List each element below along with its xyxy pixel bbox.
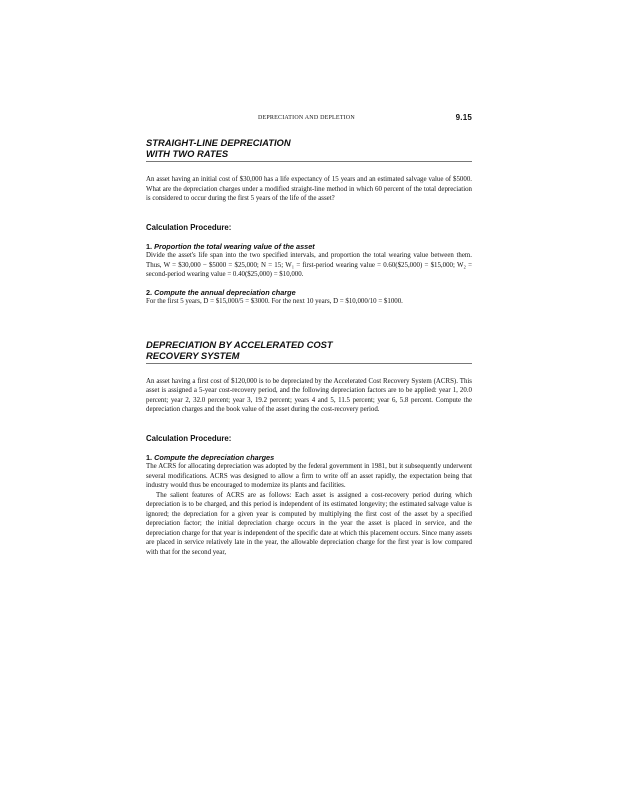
running-head-title: DEPRECIATION AND DEPLETION xyxy=(258,115,355,121)
page-number: 9.15 xyxy=(455,113,472,122)
step-title: Compute the annual depreciation charge xyxy=(154,287,296,297)
step-title: Compute the depreciation charges xyxy=(154,452,275,462)
step-heading xyxy=(146,242,472,252)
running-head xyxy=(146,112,472,126)
step-number: 2. xyxy=(146,287,153,297)
step-heading xyxy=(146,453,472,463)
document-page xyxy=(146,112,472,557)
calculation-procedure-heading: Calculation Procedure: xyxy=(146,222,232,232)
problem-statement: An asset having an initial cost of $30,000 has a life expectancy of 15 years and an estimated salvage value of $5000. What are the depreciation charges under a modified straight-line method in which 60 percent of the total depreciation is considered to occur during the first 5 years of the life of the asset? xyxy=(146,176,472,202)
section-title-straight-line xyxy=(146,137,472,162)
step-number: 1. xyxy=(146,241,153,251)
step-paragraph: The ACRS for allocating depreciation was adopted by the federal government in 1981, but it subsequently underwent several modifications. ACRS was designed to allow a firm to write off an asset rapidly, the expectation being that industry would thus be encouraged to modernize its plants and facilities. xyxy=(146,463,472,489)
step-title: Proportion the total wearing value of the asset xyxy=(154,241,315,251)
section-title-line: RECOVERY SYSTEM xyxy=(146,349,240,361)
step-heading xyxy=(146,288,472,298)
calculation-procedure-heading: Calculation Procedure: xyxy=(146,433,232,443)
section-title-acrs xyxy=(146,339,472,364)
problem-statement: An asset having a first cost of $120,000 is to be depreciated by the Accelerated Cost Recovery System (ACRS). This asset is assigned a 5-year cost-recovery period, and the following depreciation factors are to be applied: year 1, 20.0 percent; year 2, 32.0 percent; year 3, 19.2 percent; years 4 and 5, 11.5 percent; year 6, 5.8 percent. Compute the depreciation charges and the book value of the asset during the cost-recovery period. xyxy=(146,377,472,413)
step-number: 1. xyxy=(146,452,153,462)
section-title-line: WITH TWO RATES xyxy=(146,148,229,159)
section-title-line: STRAIGHT-LINE DEPRECIATION xyxy=(146,137,291,148)
step-text: Divide the asset's life span into the two specified intervals, and proportion the total wearing value between them. Thus, W = $30,000 − $5000 = $25,000; N = 15; W₁ = first-period wearing value = 0.60($25,000) = $15,000; W₂ = second-period wearing value = 0.40($25,000) = $10,000. xyxy=(146,252,472,278)
step-paragraph: The salient features of ACRS are as follows: Each asset is assigned a cost-recovery period during which depreciation is to be charged, and this period is independent of its estimated longevity; the estimated salvage value is ignored; the depreciation for a given year is computed by multiplying the first cost of the asset by a specified depreciation factor; the initial depreciation charge occurs in the year the asset is placed in service, and the depreciation charge for that year is independent of the specific date at which this placement occurs. Since many assets are placed in service relatively late in the year, the allowable depreciation charge for the first year is low compared with that for the second year, xyxy=(146,491,472,556)
section-title-line: DEPRECIATION BY ACCELERATED COST xyxy=(146,338,333,350)
step-text: For the first 5 years, D = $15,000/5 = $3000. For the next 10 years, D = $10,000/10 = $1000. xyxy=(146,298,403,305)
